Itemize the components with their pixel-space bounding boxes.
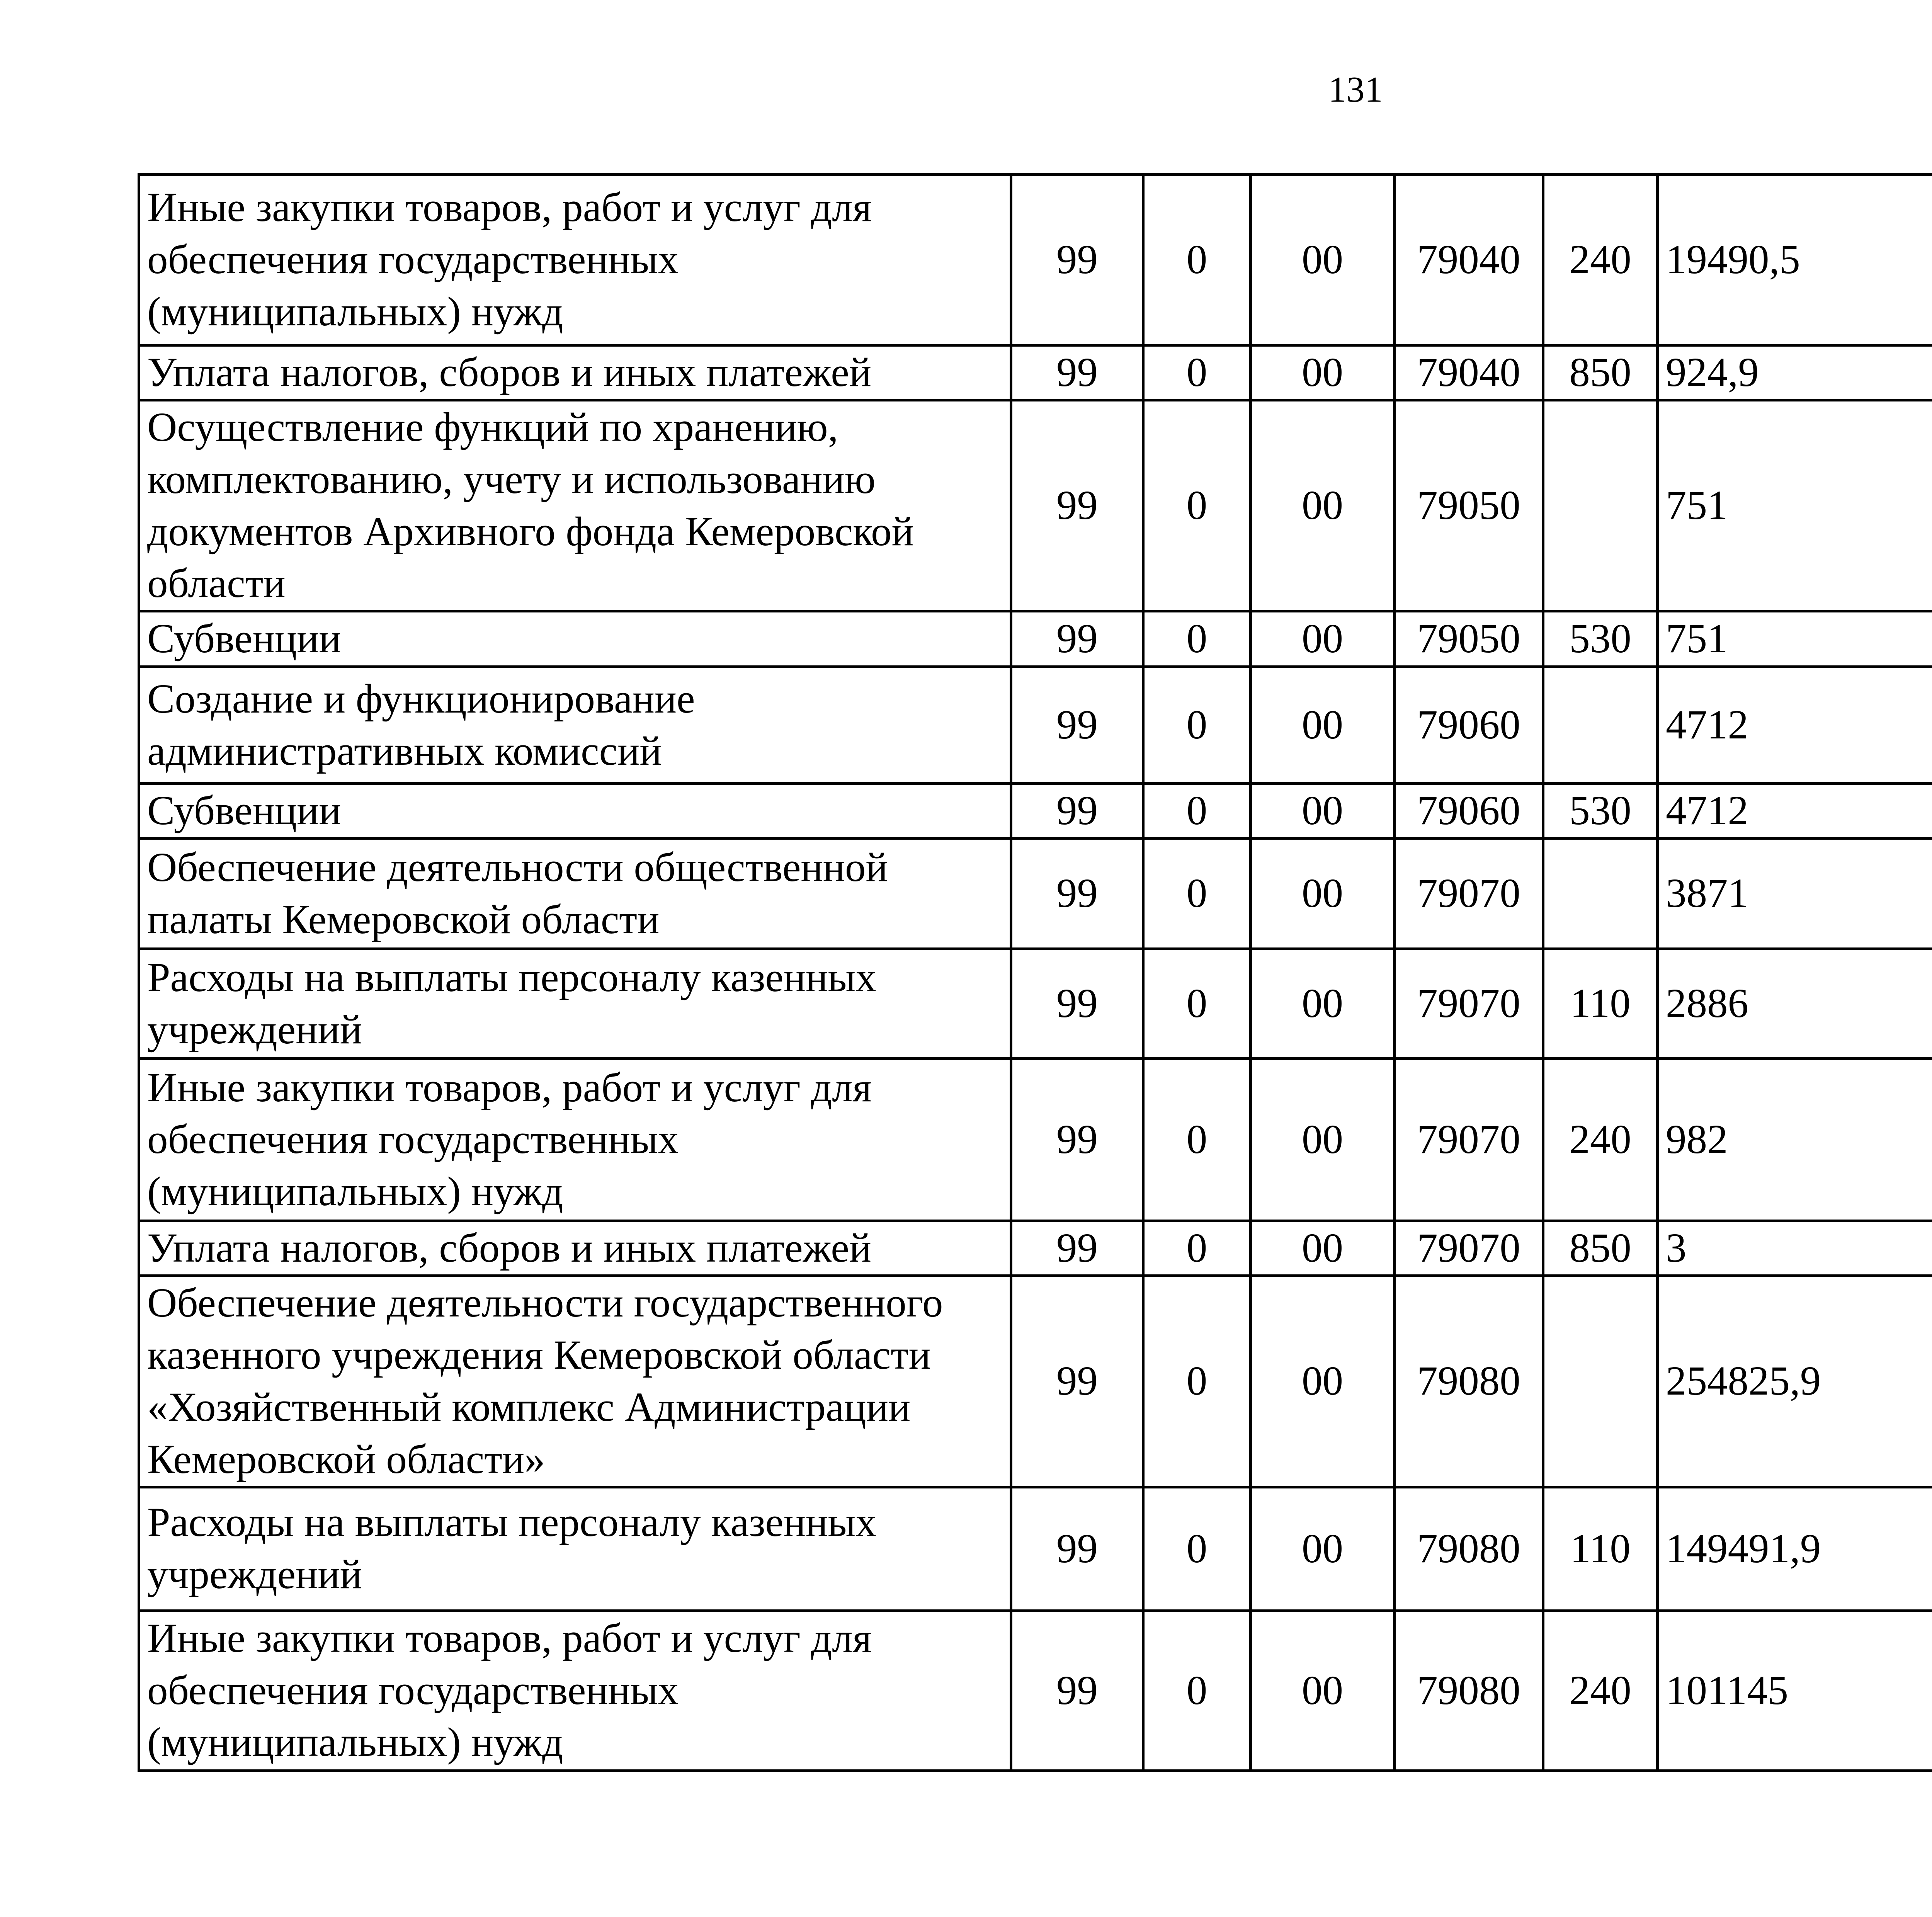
code-direction: 79040	[1395, 345, 1543, 400]
code-subprogram: 0	[1143, 1221, 1251, 1276]
amount-year-1: 751	[1658, 611, 1932, 667]
code-direction: 79070	[1395, 839, 1543, 949]
code-subprogram: 0	[1143, 611, 1251, 667]
code-direction: 79060	[1395, 667, 1543, 784]
code-program: 99	[1011, 839, 1143, 949]
code-direction: 79070	[1395, 949, 1543, 1059]
code-measure: 00	[1251, 1276, 1395, 1487]
code-measure: 00	[1251, 949, 1395, 1059]
code-expense-type: 850	[1543, 1221, 1658, 1276]
code-expense-type: 110	[1543, 949, 1658, 1059]
code-program: 99	[1011, 400, 1143, 611]
row-description: Обеспечение деятельности общественной палаты Кемеровской области	[139, 839, 1011, 949]
code-subprogram: 0	[1143, 839, 1251, 949]
amount-year-1: 19490,5	[1658, 175, 1932, 345]
row-description: Иные закупки товаров, работ и услуг для обеспечения государственных (муниципальных) нужд	[139, 1059, 1011, 1221]
amount-year-1: 101145	[1658, 1611, 1932, 1771]
table-row	[139, 611, 1932, 667]
code-direction: 79080	[1395, 1611, 1543, 1771]
code-direction: 79080	[1395, 1276, 1543, 1487]
code-subprogram: 0	[1143, 949, 1251, 1059]
code-subprogram: 0	[1143, 175, 1251, 345]
row-description: Иные закупки товаров, работ и услуг для обеспечения государственных (муниципальных) нужд	[139, 1611, 1011, 1771]
code-program: 99	[1011, 611, 1143, 667]
table-row	[139, 400, 1932, 611]
code-expense-type: 240	[1543, 175, 1658, 345]
code-measure: 00	[1251, 1611, 1395, 1771]
code-subprogram: 0	[1143, 1059, 1251, 1221]
code-direction: 79050	[1395, 611, 1543, 667]
code-program: 99	[1011, 784, 1143, 839]
code-expense-type	[1543, 400, 1658, 611]
row-description: Субвенции	[139, 611, 1011, 667]
code-expense-type	[1543, 1276, 1658, 1487]
row-description: Уплата налогов, сборов и иных платежей	[139, 345, 1011, 400]
code-measure: 00	[1251, 1487, 1395, 1611]
code-measure: 00	[1251, 400, 1395, 611]
code-direction: 79040	[1395, 175, 1543, 345]
code-program: 99	[1011, 667, 1143, 784]
code-measure: 00	[1251, 1221, 1395, 1276]
row-description: Уплата налогов, сборов и иных платежей	[139, 1221, 1011, 1276]
code-direction: 79080	[1395, 1487, 1543, 1611]
code-direction: 79060	[1395, 784, 1543, 839]
table-row	[139, 345, 1932, 400]
row-description: Осуществление функций по хранению, комплектованию, учету и использованию документов Архивного фонда Кемеровской области	[139, 400, 1011, 611]
code-measure: 00	[1251, 1059, 1395, 1221]
table-row	[139, 1221, 1932, 1276]
code-subprogram: 0	[1143, 345, 1251, 400]
code-subprogram: 0	[1143, 1611, 1251, 1771]
amount-year-1: 4712	[1658, 667, 1932, 784]
code-subprogram: 0	[1143, 667, 1251, 784]
amount-year-1: 3	[1658, 1221, 1932, 1276]
row-description: Иные закупки товаров, работ и услуг для обеспечения государственных (муниципальных) нужд	[139, 175, 1011, 345]
code-direction: 79070	[1395, 1059, 1543, 1221]
code-measure: 00	[1251, 784, 1395, 839]
code-program: 99	[1011, 949, 1143, 1059]
table-row	[139, 1487, 1932, 1611]
code-expense-type	[1543, 839, 1658, 949]
code-program: 99	[1011, 345, 1143, 400]
code-expense-type: 530	[1543, 784, 1658, 839]
row-description: Расходы на выплаты персоналу казенных учреждений	[139, 1487, 1011, 1611]
code-subprogram: 0	[1143, 1276, 1251, 1487]
row-description: Расходы на выплаты персоналу казенных учреждений	[139, 949, 1011, 1059]
code-measure: 00	[1251, 611, 1395, 667]
table-row	[139, 839, 1932, 949]
code-program: 99	[1011, 1487, 1143, 1611]
row-description: Субвенции	[139, 784, 1011, 839]
code-measure: 00	[1251, 667, 1395, 784]
code-measure: 00	[1251, 175, 1395, 345]
page-number: 131	[1328, 70, 1383, 110]
table-row	[139, 1276, 1932, 1487]
code-expense-type: 850	[1543, 345, 1658, 400]
code-measure: 00	[1251, 345, 1395, 400]
code-direction: 79070	[1395, 1221, 1543, 1276]
code-expense-type: 240	[1543, 1611, 1658, 1771]
budget-table	[138, 173, 1932, 1772]
code-subprogram: 0	[1143, 400, 1251, 611]
table-row	[139, 1611, 1932, 1771]
code-expense-type: 240	[1543, 1059, 1658, 1221]
code-program: 99	[1011, 1221, 1143, 1276]
table-row	[139, 175, 1932, 345]
table-row	[139, 784, 1932, 839]
amount-year-1: 4712	[1658, 784, 1932, 839]
table-row	[139, 667, 1932, 784]
code-expense-type: 110	[1543, 1487, 1658, 1611]
amount-year-1: 982	[1658, 1059, 1932, 1221]
code-direction: 79050	[1395, 400, 1543, 611]
code-program: 99	[1011, 1059, 1143, 1221]
code-measure: 00	[1251, 839, 1395, 949]
code-expense-type	[1543, 667, 1658, 784]
code-subprogram: 0	[1143, 784, 1251, 839]
amount-year-1: 751	[1658, 400, 1932, 611]
code-program: 99	[1011, 175, 1143, 345]
amount-year-1: 254825,9	[1658, 1276, 1932, 1487]
table-row	[139, 1059, 1932, 1221]
amount-year-1: 149491,9	[1658, 1487, 1932, 1611]
amount-year-1: 2886	[1658, 949, 1932, 1059]
amount-year-1: 924,9	[1658, 345, 1932, 400]
row-description: Создание и функционирование административных комиссий	[139, 667, 1011, 784]
amount-year-1: 3871	[1658, 839, 1932, 949]
row-description: Обеспечение деятельности государственного казенного учреждения Кемеровской области «Хозяйственный комплекс Администрации Кемеровской области»	[139, 1276, 1011, 1487]
table-row	[139, 949, 1932, 1059]
code-subprogram: 0	[1143, 1487, 1251, 1611]
code-program: 99	[1011, 1276, 1143, 1487]
code-program: 99	[1011, 1611, 1143, 1771]
code-expense-type: 530	[1543, 611, 1658, 667]
